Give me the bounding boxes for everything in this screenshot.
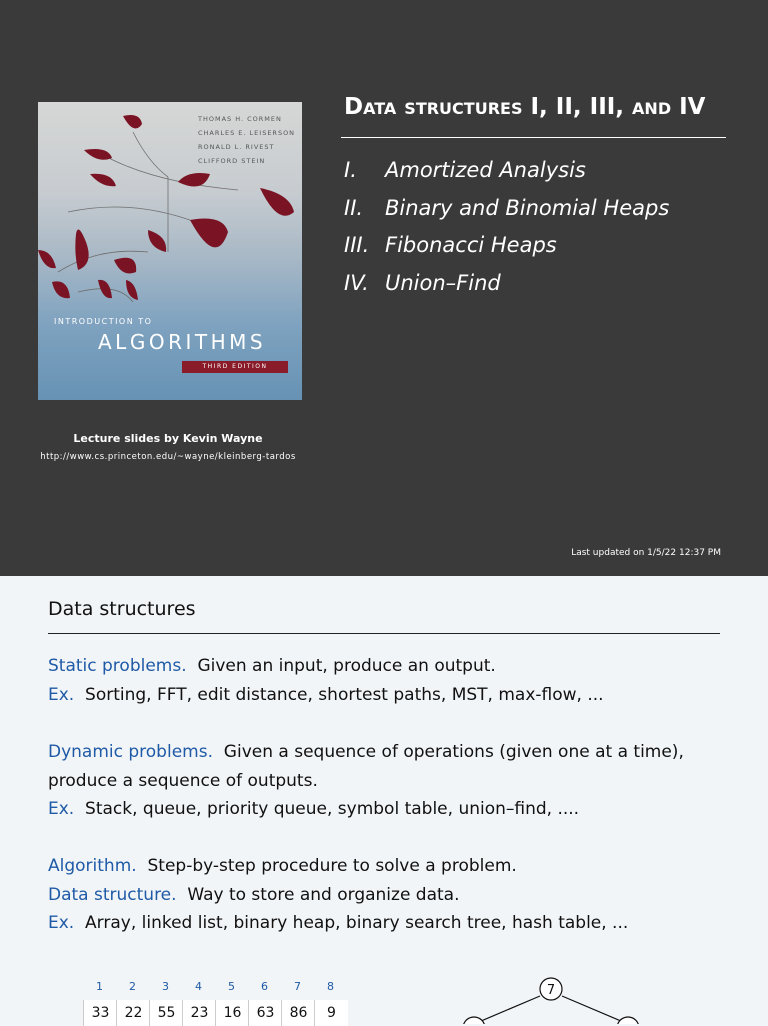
array-cell: 23 (182, 1000, 216, 1026)
heap-child-node (463, 1017, 485, 1024)
binary-heap-figure (440, 974, 660, 1024)
toc-item-label: Binary and Binomial Heaps (385, 195, 670, 220)
array-index: 6 (261, 980, 268, 993)
deck-title: Data structures I, II, III, and IV (344, 94, 706, 120)
heap-root-label: 7 (546, 983, 556, 998)
example-text: Stack, queue, priority queue, symbol table, union–find, .... (85, 799, 580, 819)
definition-line (48, 852, 720, 881)
dynamic-problems-block (48, 738, 720, 824)
keyword: Data structure. (48, 884, 177, 905)
cover-author: RONALD L. RIVEST (198, 143, 275, 151)
example-text: Sorting, FFT, edit distance, shortest paths, MST, max-flow, ... (85, 684, 604, 705)
table-of-contents (344, 158, 669, 308)
toc-item-number: I. (344, 158, 357, 182)
heap-edge (474, 996, 540, 1024)
array-index: 4 (195, 980, 202, 993)
toc-item-number: III. (344, 233, 370, 257)
cover-intro-text: INTRODUCTION TO (54, 317, 153, 326)
toc-item-number: IV. (344, 270, 369, 295)
array-index: 1 (96, 980, 103, 993)
cover-title: ALGORITHMS (98, 330, 267, 354)
cover-edition-badge: THIRD EDITION (182, 361, 288, 373)
definition-text: Step-by-step procedure to solve a problem. (147, 856, 517, 876)
toc-item-label: Amortized Analysis (385, 158, 586, 182)
example-line (48, 909, 720, 938)
array-index: 7 (294, 980, 301, 993)
toc-item-label: Fibonacci Heaps (385, 233, 557, 257)
static-problems-block (48, 652, 720, 709)
cover-authors (198, 112, 295, 168)
toc-item[interactable] (344, 271, 669, 309)
title-divider (341, 137, 726, 138)
array-index: 2 (129, 980, 136, 993)
array-cell: 9 (314, 1000, 348, 1026)
definition-line-continued: produce a sequence of outputs. (48, 770, 318, 791)
example-line (48, 681, 720, 710)
toc-item[interactable] (344, 158, 669, 196)
array-cell: 22 (116, 1000, 150, 1026)
definition-text: Given an input, produce an output. (197, 656, 496, 676)
array-cell: 86 (281, 1000, 315, 1026)
course-url-link[interactable]: http://www.cs.princeton.edu/~wayne/kleinberg-tardos (40, 452, 296, 462)
keyword: Ex. (48, 799, 75, 819)
book-cover-image (38, 102, 302, 400)
array-cell: 33 (83, 1000, 117, 1026)
array-index: 8 (327, 980, 334, 993)
keyword: Dynamic problems. (48, 742, 213, 762)
definition-text: Given a sequence of operations (given one at a time), (223, 742, 684, 762)
definition-text: Way to store and organize data. (187, 884, 460, 905)
content-slide (0, 576, 768, 1024)
toc-item-number: II. (344, 195, 364, 220)
keyword: Ex. (48, 684, 75, 705)
cover-author: CHARLES E. LEISERSON (198, 129, 296, 137)
slide-title-divider (48, 633, 720, 634)
array-cell: 55 (149, 1000, 183, 1026)
definition-line (48, 881, 720, 910)
keyword: Algorithm. (48, 856, 137, 876)
slide-title: Data structures (48, 598, 196, 620)
last-updated-timestamp: Last updated on 1/5/22 12:37 PM (571, 548, 721, 558)
example-line (48, 795, 720, 824)
toc-item-label: Union–Find (385, 270, 501, 295)
toc-item[interactable] (344, 233, 669, 271)
definitions-block (48, 852, 720, 938)
heap-edge (562, 996, 628, 1024)
cover-author: THOMAS H. CORMEN (198, 115, 282, 123)
example-text: Array, linked list, binary heap, binary search tree, hash table, ... (85, 913, 629, 933)
keyword: Ex. (48, 913, 75, 933)
keyword: Static problems. (48, 656, 187, 676)
lecture-credit: Lecture slides by Kevin Wayne (73, 432, 263, 445)
array-cell: 16 (215, 1000, 249, 1026)
array-index: 5 (228, 980, 235, 993)
definition-line (48, 738, 720, 767)
heap-child-node (617, 1017, 639, 1024)
definition-line (48, 652, 720, 681)
array-index: 3 (162, 980, 169, 993)
array-cell: 63 (248, 1000, 282, 1026)
cover-author: CLIFFORD STEIN (198, 157, 266, 165)
toc-item[interactable] (344, 196, 669, 234)
